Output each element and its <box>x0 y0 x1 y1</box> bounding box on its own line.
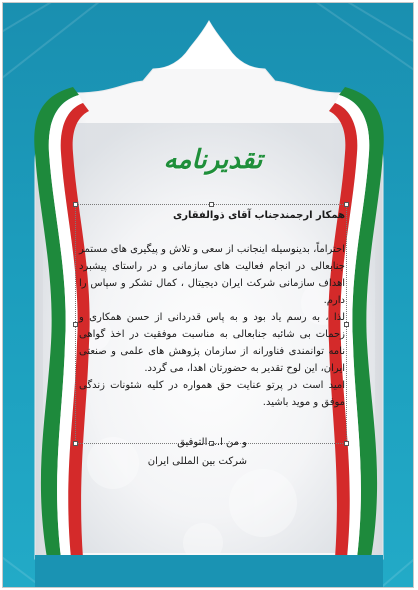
closing-line: و من ا... التوفیق <box>177 437 247 448</box>
salutation: همکار ارجمندجناب آقای ذوالفقاری <box>173 210 345 221</box>
resize-handle-middle-left[interactable] <box>73 322 78 327</box>
certificate-title: تقدیرنامه <box>163 145 263 175</box>
certificate-page <box>2 2 414 588</box>
paragraph-appreciation: احتراماً، بدینوسیله اینجانب از سعی و تلاش و پیگیری های مستمر جنابعالی در انجام فعالیت های سازمانی و در راستای پیشبرد اهداف سازمانی شرکت ایران دیجیتال ، کمال تشکر و سپاس را دارم. <box>79 244 345 306</box>
resize-handle-top-left[interactable] <box>73 202 78 207</box>
signature-company: شرکت بین المللی ایران <box>147 456 247 467</box>
resize-handle-bottom-right[interactable] <box>344 441 349 446</box>
paragraph-wishes: امید است در پرتو عنایت حق همواره در کلیه شئونات زندگی موفق و موید باشید. <box>79 380 345 408</box>
resize-handle-bottom-left[interactable] <box>73 441 78 446</box>
paragraph-award: لذا ، به رسم یاد بود و به پاس قدردانی از حسن همکاری و زحمات بی شائبه جنابعالی به مناسبت موفقیت در اخذ گواهی نامه توانمندی فناورانه از سازمان پژوهش های علمی و صنعتی ایران، این لوح تقدیر به حضورتان اهدا، می گردد. <box>79 312 345 374</box>
certificate-body[interactable] <box>79 207 345 411</box>
